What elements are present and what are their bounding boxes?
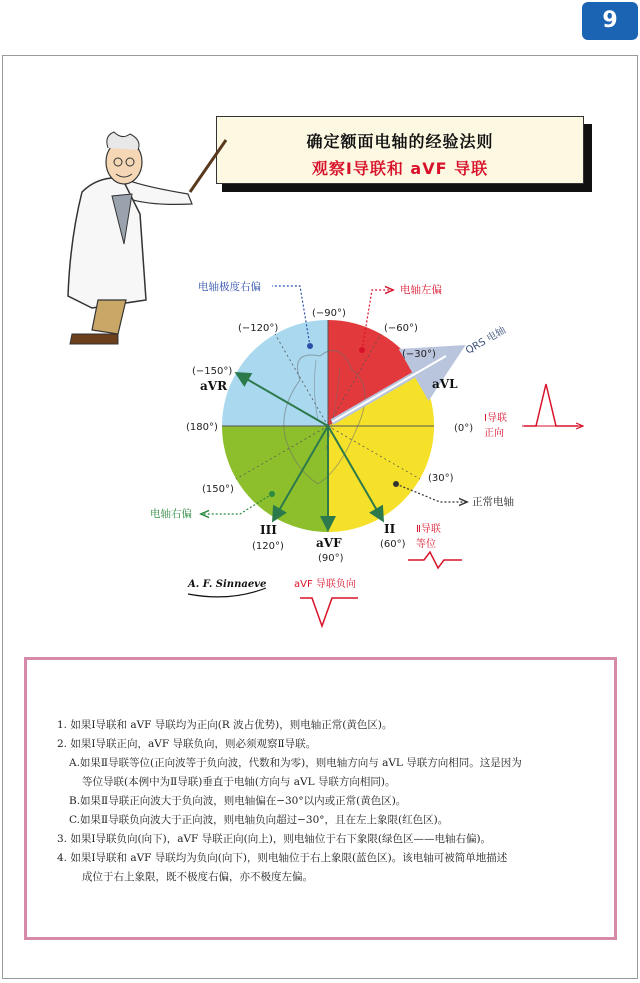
rule-2: 2. 如果Ⅰ导联正向，aVF 导联负向，则必须观察Ⅱ导联。 xyxy=(57,738,317,750)
lead-avl: aVL xyxy=(432,377,458,391)
angle-m30: (−30°) xyxy=(402,349,436,360)
angle-150: (150°) xyxy=(202,484,234,495)
quadrant-blue xyxy=(222,320,328,426)
callout-left: 电轴左偏 xyxy=(400,284,442,296)
rule-2c: C.如果Ⅱ导联负向波大于正向波，则电轴负向超过−30°，且在左上象限(红色区)。 xyxy=(69,814,449,826)
rule-4-cont: 成位于右上象限，既不极度右偏，亦不极度左偏。 xyxy=(82,871,313,883)
pointer-stick xyxy=(190,140,226,192)
rules-list xyxy=(57,716,598,887)
qrs-axis-label: QRS 电轴 xyxy=(464,324,508,357)
lead-i-label-2: 正向 xyxy=(484,428,504,439)
angle-60: (60°) xyxy=(380,539,406,550)
angle-m60: (−60°) xyxy=(384,323,418,334)
hair xyxy=(107,132,139,150)
lead-ii: II xyxy=(384,522,396,536)
angle-180: (180°) xyxy=(186,422,218,433)
lead-ii-label-2: 等位 xyxy=(416,539,436,550)
signature: A. F. Sinnaeve xyxy=(188,579,267,590)
angle-30: (30°) xyxy=(428,473,454,484)
lead-i-label-1: Ⅰ导联 xyxy=(484,413,507,424)
angle-m150: (−150°) xyxy=(192,366,233,377)
lead-avr: aVR xyxy=(200,379,228,393)
lead-iii: III xyxy=(260,523,277,537)
rule-2a-cont: 等位导联(本例中为Ⅱ导联)垂直于电轴(方向与 aVL 导联方向相同)。 xyxy=(82,776,396,788)
rule-3: 3. 如果Ⅰ导联负向(向下)，aVF 导联正向(向上)，则电轴位于右下象限(绿色区——电轴右偏)。 xyxy=(57,833,492,845)
callout-right: 电轴右偏 xyxy=(150,508,192,520)
angle-m90: (−90°) xyxy=(312,308,346,319)
rule-2a: A.如果Ⅱ导联等位(正向波等于负向波，代数和为零)，则电轴方向与 aVL 导联方向相同。这是因为 xyxy=(69,757,522,769)
rule-1: 1. 如果Ⅰ导联和 aVF 导联均为正向(R 波占优势)，则电轴正常(黄色区)。 xyxy=(57,719,393,731)
lead-i-waveform xyxy=(524,384,578,426)
title-main: 确定额面电轴的经验法则 xyxy=(306,132,494,151)
angle-120: (120°) xyxy=(252,541,284,552)
angle-0: (0°) xyxy=(454,423,474,434)
callout-extreme-right: 电轴极度右偏 xyxy=(198,281,261,293)
title-sub: 观察Ⅰ导联和 aVF 导联 xyxy=(311,159,489,178)
avf-waveform xyxy=(300,598,358,626)
doctor-illustration xyxy=(68,132,226,344)
shoes xyxy=(70,334,118,344)
page-number: 9 xyxy=(582,2,638,40)
trousers xyxy=(92,300,126,334)
rule-4: 4. 如果Ⅰ导联和 aVF 导联均为负向(向下)，则电轴位于右上象限(蓝色区)。该电轴可被简单地描述 xyxy=(57,852,508,864)
lead-ii-label-1: Ⅱ导联 xyxy=(416,524,441,535)
rule-2b: B.如果Ⅱ导联正向波大于负向波，则电轴偏在−30°以内或正常(黄色区)。 xyxy=(69,795,407,807)
lead-avf: aVF xyxy=(316,536,342,550)
callout-normal: 正常电轴 xyxy=(472,496,514,508)
lead-ii-waveform xyxy=(408,552,462,568)
rules-box xyxy=(24,657,617,940)
angle-90: (90°) xyxy=(318,553,344,564)
avf-negative-label: aVF 导联负向 xyxy=(294,579,356,590)
angle-m120: (−120°) xyxy=(238,323,279,334)
